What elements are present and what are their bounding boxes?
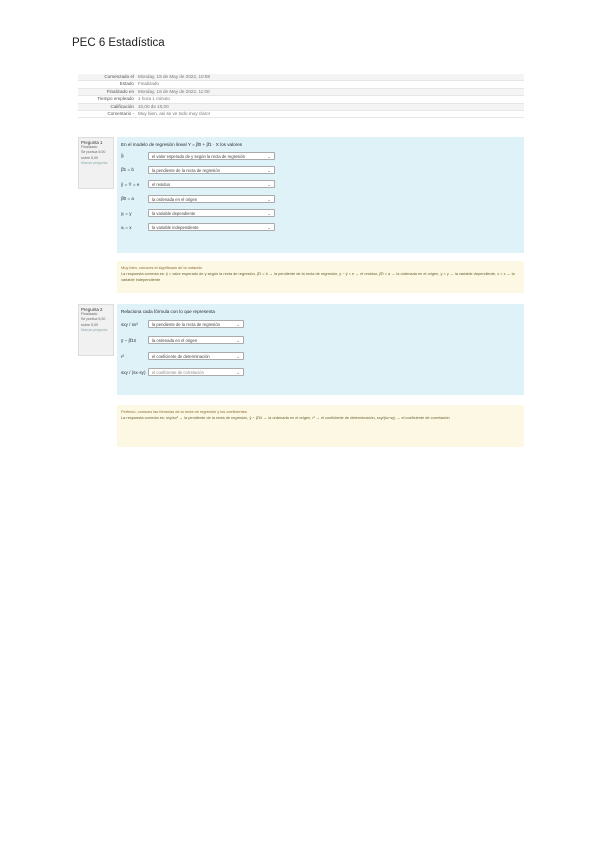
question-feedback	[117, 405, 524, 447]
question-number: Pregunta 2	[81, 307, 103, 312]
chevron-down-icon: ⌄	[267, 167, 271, 173]
match-row	[121, 223, 520, 232]
question-grade: Se puntúa 5,00 sobre 5,00	[81, 150, 106, 160]
match-row	[121, 318, 520, 330]
selected-value: el residuo	[152, 182, 171, 188]
match-label: sxy / sx²	[121, 321, 138, 327]
question-number: Pregunta 1	[81, 140, 103, 145]
summary-row-started	[78, 74, 524, 81]
match-label: r²	[121, 353, 125, 359]
question-content	[117, 137, 524, 253]
selected-value: la ordenada en el origen	[152, 196, 198, 202]
match-label: yᵢ = y	[121, 210, 132, 216]
match-label: xᵢ = x	[121, 224, 132, 230]
summary-key: Tiempo empleado	[97, 96, 134, 102]
feedback-right-answer: La respuesta correcta es: sxy/sx² → la pendiente de la recta de regresión, ȳ − β̂1x̄ → la ordenada en el origen, r² → el coeficiente de determinación, sxy/(sx·sy) → el coeficiente de correlación	[121, 415, 450, 421]
attempt-summary-table	[78, 74, 524, 118]
summary-value: Muy bien, asi se ve todo muy claro!	[138, 111, 211, 117]
summary-key: Comenzado el	[104, 74, 134, 79]
feedback-right-answer: La respuesta correcta es: ŷ = valor esperado de y según la recta de regresión, β̂1 = b → la pendiente de la recta de regresión, y − ŷ = e → el residuo, β̂0 = a → la ordenada en el origen, y = y → la variable dependiente, x = x → la variable independiente	[121, 271, 515, 283]
summary-value: 10,00 de 10,00	[138, 103, 169, 109]
answer-select[interactable]	[148, 180, 275, 188]
summary-row-time	[78, 96, 524, 103]
answer-select[interactable]	[148, 152, 275, 160]
summary-value: Finalizado	[138, 81, 159, 87]
answer-select[interactable]	[148, 336, 244, 344]
selected-value: la pendiente de la recta de regresión	[152, 322, 220, 327]
chevron-down-icon: ⌄	[236, 338, 240, 343]
question-state: Finalizado	[81, 145, 98, 150]
match-label: ŷ = Ŷ = e	[121, 181, 140, 187]
question-prompt: En el modelo de regresión lineal Y = β̂0 + β̂1 · X los valores	[121, 142, 243, 147]
question-info	[78, 137, 114, 189]
answer-select[interactable]	[148, 352, 244, 360]
answer-select[interactable]	[148, 223, 275, 231]
match-row	[121, 151, 520, 160]
summary-row-state	[78, 81, 524, 88]
question-content	[117, 304, 524, 395]
match-row	[121, 366, 520, 378]
answer-select[interactable]	[148, 209, 275, 217]
match-row	[121, 165, 520, 174]
answer-select[interactable]	[148, 368, 244, 376]
selected-value: la variable independiente	[152, 225, 199, 231]
flag-question-link[interactable]: Marcar pregunta	[81, 160, 108, 165]
summary-value: Monday, 19 de May de 2022, 11:00	[138, 88, 210, 94]
flag-question-link[interactable]: Marcar pregunta	[81, 327, 108, 332]
chevron-down-icon: ⌄	[236, 322, 240, 327]
question-info	[78, 304, 114, 356]
answer-select[interactable]	[148, 166, 275, 174]
match-label: β̂0 = a	[121, 196, 134, 202]
answer-select[interactable]	[148, 320, 244, 328]
selected-value: el valor esperado de y según la recta de regresión	[152, 153, 246, 159]
feedback-general: Perfecto, conoces las fórmulas de la recta de regresión y los coeficientes	[121, 409, 247, 414]
summary-key: Estado	[119, 81, 134, 87]
question-grade: Se puntúa 5,00 sobre 5,00	[81, 317, 106, 327]
selected-value: la ordenada en el origen	[152, 338, 198, 343]
selected-value: la variable dependiente	[152, 211, 196, 217]
summary-key: Calificación	[110, 103, 134, 109]
chevron-down-icon: ⌄	[267, 196, 271, 202]
chevron-down-icon: ⌄	[267, 211, 271, 217]
selected-value: la pendiente de la recta de regresión	[152, 167, 220, 173]
summary-key: Finalizado en	[106, 88, 134, 94]
match-label: ŷᵢ	[121, 153, 125, 158]
match-row	[121, 209, 520, 218]
chevron-down-icon: ⌄	[236, 370, 240, 375]
chevron-down-icon: ⌄	[267, 225, 271, 231]
match-row	[121, 350, 520, 362]
match-label: β̂1 = b	[121, 167, 134, 173]
page-title: PEC 6 Estadística	[72, 37, 165, 49]
match-label: ȳ − β̂1x̄	[121, 337, 137, 343]
selected-value: el coeficiente de determinación	[152, 354, 210, 359]
summary-value: Monday, 19 de May de 2022, 10:59	[138, 74, 210, 79]
summary-row-finished	[78, 89, 524, 96]
chevron-down-icon: ⌄	[267, 153, 271, 159]
question-feedback	[117, 261, 524, 293]
summary-key: Comentario -	[107, 111, 134, 117]
summary-row-comment	[78, 111, 524, 118]
match-label: sxy / (sx·sy)	[121, 369, 146, 375]
selected-value: el coeficiente de correlación	[152, 370, 204, 375]
match-row	[121, 334, 520, 346]
feedback-general: Muy bien, conoces el significado de la notación	[121, 265, 203, 270]
summary-value: 1 hora 1 minuto	[138, 96, 170, 102]
match-row	[121, 194, 520, 203]
answer-select[interactable]	[148, 195, 275, 203]
summary-row-grade	[78, 104, 524, 111]
chevron-down-icon: ⌄	[236, 354, 240, 359]
question-prompt: Relaciona cada fórmula con lo que representa	[121, 309, 215, 314]
match-row	[121, 180, 520, 189]
question-state: Finalizado	[81, 312, 98, 317]
chevron-down-icon: ⌄	[267, 182, 271, 188]
